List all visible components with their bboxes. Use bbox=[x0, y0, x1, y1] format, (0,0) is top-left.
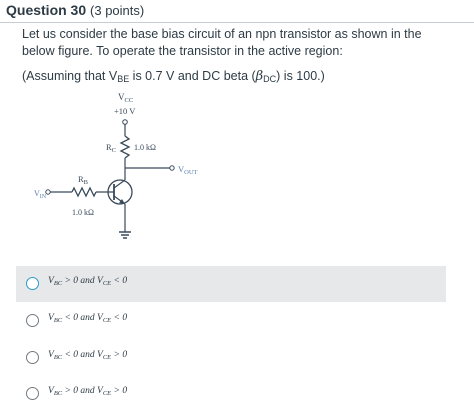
vin-terminal bbox=[46, 190, 50, 194]
answer-option-label: $V_{BC} > 0$ and $V_{CE} < 0$ bbox=[48, 276, 128, 287]
rb-label: $R_B$ bbox=[78, 174, 89, 186]
radio-button[interactable] bbox=[26, 314, 39, 327]
question-number: Question 30 bbox=[6, 2, 87, 18]
question-header bbox=[0, 0, 474, 23]
note-beta-sub: DC bbox=[263, 74, 277, 84]
question-note bbox=[22, 68, 442, 88]
circuit-diagram bbox=[0, 88, 474, 258]
note-suffix: ) is 100.) bbox=[276, 69, 325, 83]
rc-resistor bbox=[121, 136, 129, 158]
rc-label: $R_C$ bbox=[106, 142, 117, 154]
answer-option-label: $V_{BC} < 0$ and $V_{CE} < 0$ bbox=[48, 313, 128, 324]
vin-label: $V_{IN}$ bbox=[34, 189, 47, 200]
answer-option-3[interactable] bbox=[16, 340, 446, 376]
note-beta: β bbox=[255, 69, 264, 84]
note-vbe-sub: BE bbox=[117, 74, 130, 84]
question-title bbox=[6, 2, 144, 18]
answer-option-1[interactable] bbox=[16, 266, 446, 302]
rb-resistor bbox=[72, 188, 96, 196]
question-points: (3 points) bbox=[90, 3, 145, 18]
vcc-value: +10 V bbox=[114, 106, 136, 116]
answer-option-label: $V_{BC} > 0$ and $V_{CE} > 0$ bbox=[48, 386, 128, 397]
radio-button[interactable] bbox=[26, 387, 39, 400]
vcc-label: $V_{CC}$ bbox=[118, 92, 134, 104]
radio-button[interactable] bbox=[26, 351, 39, 364]
answer-option-2[interactable] bbox=[16, 303, 446, 339]
vcc-terminal bbox=[123, 120, 128, 125]
vout-label: $V_{OUT}$ bbox=[178, 164, 198, 176]
question-text: Let us consider the base bias circuit of an npn transistor as shown in the below figure. To operate the transistor in the active region: bbox=[22, 27, 422, 58]
vout-terminal bbox=[170, 166, 174, 170]
note-prefix: (Assuming that V bbox=[22, 69, 118, 83]
rc-value: 1.0 kΩ bbox=[134, 143, 156, 152]
note-mid: is 0.7 V and DC beta ( bbox=[129, 69, 256, 83]
answer-option-4[interactable] bbox=[16, 376, 446, 412]
rb-value: 1.0 kΩ bbox=[72, 208, 94, 217]
answer-option-label: $V_{BC} < 0$ and $V_{CE} > 0$ bbox=[48, 350, 128, 361]
radio-button[interactable] bbox=[26, 277, 39, 290]
